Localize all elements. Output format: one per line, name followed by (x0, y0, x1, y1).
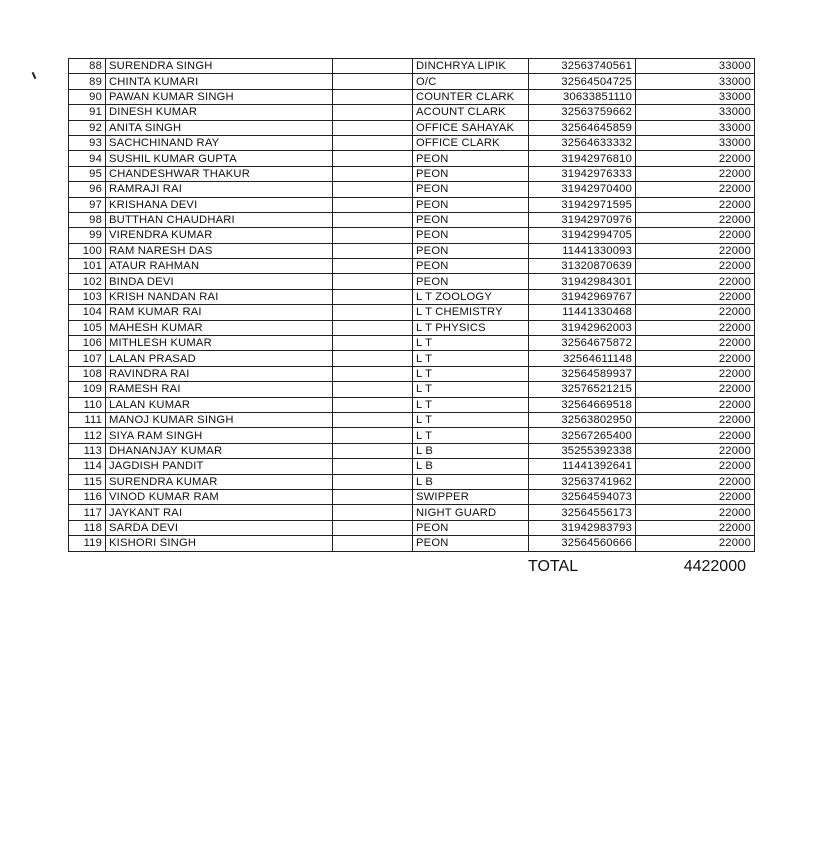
post-cell: PEON (413, 259, 529, 274)
blank-cell (333, 289, 413, 304)
account-number-cell: 31942976333 (529, 166, 636, 181)
salary-cell: 22000 (636, 351, 755, 366)
serial-number-cell: 94 (69, 151, 106, 166)
table-row (69, 428, 755, 443)
salary-table-body (69, 59, 755, 552)
blank-cell (333, 197, 413, 212)
blank-cell (333, 105, 413, 120)
blank-cell (333, 259, 413, 274)
name-cell: RAMESH RAI (106, 382, 333, 397)
salary-cell: 22000 (636, 459, 755, 474)
table-row (69, 366, 755, 381)
blank-cell (333, 520, 413, 535)
salary-cell: 22000 (636, 397, 755, 412)
account-number-cell: 32564589937 (529, 366, 636, 381)
account-number-cell: 32564560666 (529, 536, 636, 551)
account-number-cell: 32564556173 (529, 505, 636, 520)
table-row (69, 305, 755, 320)
blank-cell (333, 212, 413, 227)
post-cell: O/C (413, 74, 529, 89)
name-cell: LALAN KUMAR (106, 397, 333, 412)
salary-table (68, 58, 755, 552)
total-value: 4422000 (683, 558, 746, 575)
serial-number-cell: 97 (69, 197, 106, 212)
table-row (69, 505, 755, 520)
account-number-cell: 32563741962 (529, 474, 636, 489)
table-row (69, 259, 755, 274)
name-cell: DINESH KUMAR (106, 105, 333, 120)
table-row (69, 212, 755, 227)
account-number-cell: 35255392338 (529, 443, 636, 458)
name-cell: RAM KUMAR RAI (106, 305, 333, 320)
table-row (69, 320, 755, 335)
salary-cell: 22000 (636, 489, 755, 504)
table-row (69, 489, 755, 504)
salary-cell: 33000 (636, 135, 755, 150)
total-label: TOTAL (528, 558, 579, 575)
post-cell: L T (413, 397, 529, 412)
serial-number-cell: 113 (69, 443, 106, 458)
post-cell: SWIPPER (413, 489, 529, 504)
table-row (69, 105, 755, 120)
salary-cell: 22000 (636, 520, 755, 535)
account-number-cell: 32576521215 (529, 382, 636, 397)
serial-number-cell: 100 (69, 243, 106, 258)
account-number-cell: 32564594073 (529, 489, 636, 504)
post-cell: OFFICE SAHAYAK (413, 120, 529, 135)
table-row (69, 412, 755, 427)
post-cell: COUNTER CLARK (413, 89, 529, 104)
table-row (69, 135, 755, 150)
post-cell: PEON (413, 536, 529, 551)
table-row (69, 59, 755, 74)
table-row (69, 74, 755, 89)
account-number-cell: 32564645859 (529, 120, 636, 135)
post-cell: L T (413, 351, 529, 366)
salary-cell: 22000 (636, 212, 755, 227)
serial-number-cell: 88 (69, 59, 106, 74)
blank-cell (333, 474, 413, 489)
account-number-cell: 31942971595 (529, 197, 636, 212)
name-cell: SARDA DEVI (106, 520, 333, 535)
salary-cell: 22000 (636, 305, 755, 320)
serial-number-cell: 92 (69, 120, 106, 135)
account-number-cell: 32563740561 (529, 59, 636, 74)
salary-cell: 22000 (636, 320, 755, 335)
serial-number-cell: 105 (69, 320, 106, 335)
table-row (69, 289, 755, 304)
name-cell: JAGDISH PANDIT (106, 459, 333, 474)
serial-number-cell: 101 (69, 259, 106, 274)
name-cell: VINOD KUMAR RAM (106, 489, 333, 504)
blank-cell (333, 74, 413, 89)
blank-cell (333, 397, 413, 412)
post-cell: PEON (413, 243, 529, 258)
serial-number-cell: 109 (69, 382, 106, 397)
table-row (69, 443, 755, 458)
table-row (69, 182, 755, 197)
account-number-cell: 32564611148 (529, 351, 636, 366)
serial-number-cell: 93 (69, 135, 106, 150)
salary-cell: 33000 (636, 74, 755, 89)
salary-cell: 22000 (636, 382, 755, 397)
post-cell: PEON (413, 151, 529, 166)
salary-cell: 22000 (636, 243, 755, 258)
salary-cell: 22000 (636, 289, 755, 304)
account-number-cell: 32564633332 (529, 135, 636, 150)
account-number-cell: 31942976810 (529, 151, 636, 166)
table-row (69, 459, 755, 474)
post-cell: L T ZOOLOGY (413, 289, 529, 304)
blank-cell (333, 135, 413, 150)
table-row (69, 336, 755, 351)
account-number-cell: 30633851110 (529, 89, 636, 104)
blank-cell (333, 243, 413, 258)
post-cell: L T (413, 412, 529, 427)
serial-number-cell: 99 (69, 228, 106, 243)
salary-cell: 22000 (636, 274, 755, 289)
salary-cell: 22000 (636, 505, 755, 520)
post-cell: L T (413, 428, 529, 443)
serial-number-cell: 98 (69, 212, 106, 227)
blank-cell (333, 428, 413, 443)
salary-cell: 22000 (636, 474, 755, 489)
table-row (69, 536, 755, 551)
account-number-cell: 32567265400 (529, 428, 636, 443)
serial-number-cell: 112 (69, 428, 106, 443)
salary-cell: 22000 (636, 366, 755, 381)
name-cell: SURENDRA SINGH (106, 59, 333, 74)
blank-cell (333, 536, 413, 551)
salary-cell: 22000 (636, 536, 755, 551)
name-cell: SACHCHINAND RAY (106, 135, 333, 150)
name-cell: CHINTA KUMARI (106, 74, 333, 89)
name-cell: VIRENDRA KUMAR (106, 228, 333, 243)
blank-cell (333, 489, 413, 504)
account-number-cell: 31320870639 (529, 259, 636, 274)
name-cell: LALAN PRASAD (106, 351, 333, 366)
blank-cell (333, 366, 413, 381)
blank-cell (333, 151, 413, 166)
post-cell: L B (413, 443, 529, 458)
blank-cell (333, 320, 413, 335)
serial-number-cell: 111 (69, 412, 106, 427)
table-row (69, 397, 755, 412)
post-cell: PEON (413, 228, 529, 243)
salary-cell: 22000 (636, 428, 755, 443)
table-row (69, 274, 755, 289)
serial-number-cell: 118 (69, 520, 106, 535)
salary-cell: 22000 (636, 443, 755, 458)
post-cell: L T CHEMISTRY (413, 305, 529, 320)
blank-cell (333, 412, 413, 427)
post-cell: NIGHT GUARD (413, 505, 529, 520)
blank-cell (333, 182, 413, 197)
post-cell: L T (413, 382, 529, 397)
name-cell: DHANANJAY KUMAR (106, 443, 333, 458)
serial-number-cell: 119 (69, 536, 106, 551)
name-cell: JAYKANT RAI (106, 505, 333, 520)
salary-cell: 33000 (636, 89, 755, 104)
account-number-cell: 31942994705 (529, 228, 636, 243)
post-cell: L T PHYSICS (413, 320, 529, 335)
serial-number-cell: 96 (69, 182, 106, 197)
serial-number-cell: 107 (69, 351, 106, 366)
serial-number-cell: 103 (69, 289, 106, 304)
post-cell: PEON (413, 274, 529, 289)
serial-number-cell: 89 (69, 74, 106, 89)
name-cell: KRISHANA DEVI (106, 197, 333, 212)
account-number-cell: 31942970976 (529, 212, 636, 227)
name-cell: SURENDRA KUMAR (106, 474, 333, 489)
post-cell: DINCHRYA LIPIK (413, 59, 529, 74)
account-number-cell: 31942970400 (529, 182, 636, 197)
post-cell: L T (413, 366, 529, 381)
name-cell: SIYA RAM SINGH (106, 428, 333, 443)
serial-number-cell: 116 (69, 489, 106, 504)
table-row (69, 151, 755, 166)
blank-cell (333, 336, 413, 351)
account-number-cell: 31942962003 (529, 320, 636, 335)
salary-cell: 22000 (636, 197, 755, 212)
post-cell: PEON (413, 166, 529, 181)
serial-number-cell: 108 (69, 366, 106, 381)
blank-cell (333, 120, 413, 135)
blank-cell (333, 228, 413, 243)
salary-cell: 22000 (636, 166, 755, 181)
salary-cell: 33000 (636, 120, 755, 135)
name-cell: KISHORI SINGH (106, 536, 333, 551)
table-row (69, 520, 755, 535)
account-number-cell: 32563759662 (529, 105, 636, 120)
salary-cell: 22000 (636, 336, 755, 351)
serial-number-cell: 106 (69, 336, 106, 351)
name-cell: MITHLESH KUMAR (106, 336, 333, 351)
serial-number-cell: 114 (69, 459, 106, 474)
name-cell: RAMRAJI RAI (106, 182, 333, 197)
name-cell: ANITA SINGH (106, 120, 333, 135)
serial-number-cell: 91 (69, 105, 106, 120)
name-cell: RAVINDRA RAI (106, 366, 333, 381)
post-cell: L B (413, 459, 529, 474)
post-cell: OFFICE CLARK (413, 135, 529, 150)
serial-number-cell: 95 (69, 166, 106, 181)
post-cell: L B (413, 474, 529, 489)
table-row (69, 351, 755, 366)
blank-cell (333, 274, 413, 289)
table-row (69, 120, 755, 135)
blank-cell (333, 459, 413, 474)
name-cell: PAWAN KUMAR SINGH (106, 89, 333, 104)
serial-number-cell: 115 (69, 474, 106, 489)
account-number-cell: 32564669518 (529, 397, 636, 412)
table-row (69, 228, 755, 243)
name-cell: SUSHIL KUMAR GUPTA (106, 151, 333, 166)
blank-cell (333, 59, 413, 74)
salary-cell: 22000 (636, 412, 755, 427)
post-cell: ACOUNT CLARK (413, 105, 529, 120)
salary-cell: 33000 (636, 59, 755, 74)
account-number-cell: 31942969767 (529, 289, 636, 304)
table-row (69, 382, 755, 397)
name-cell: KRISH NANDAN RAI (106, 289, 333, 304)
name-cell: ATAUR RAHMAN (106, 259, 333, 274)
blank-cell (333, 166, 413, 181)
table-row (69, 243, 755, 258)
table-row (69, 89, 755, 104)
blank-cell (333, 305, 413, 320)
account-number-cell: 11441392641 (529, 459, 636, 474)
table-row (69, 197, 755, 212)
name-cell: MAHESH KUMAR (106, 320, 333, 335)
blank-cell (333, 351, 413, 366)
post-cell: PEON (413, 520, 529, 535)
salary-cell: 22000 (636, 182, 755, 197)
salary-cell: 22000 (636, 151, 755, 166)
account-number-cell: 31942984301 (529, 274, 636, 289)
post-cell: PEON (413, 197, 529, 212)
name-cell: RAM NARESH DAS (106, 243, 333, 258)
table-row (69, 474, 755, 489)
serial-number-cell: 104 (69, 305, 106, 320)
name-cell: CHANDESHWAR THAKUR (106, 166, 333, 181)
blank-cell (333, 505, 413, 520)
salary-cell: 22000 (636, 228, 755, 243)
serial-number-cell: 110 (69, 397, 106, 412)
table-row (69, 166, 755, 181)
salary-cell: 22000 (636, 259, 755, 274)
name-cell: BINDA DEVI (106, 274, 333, 289)
serial-number-cell: 117 (69, 505, 106, 520)
account-number-cell: 32563802950 (529, 412, 636, 427)
salary-cell: 33000 (636, 105, 755, 120)
blank-cell (333, 382, 413, 397)
blank-cell (333, 89, 413, 104)
blank-cell (333, 443, 413, 458)
post-cell: PEON (413, 182, 529, 197)
post-cell: L T (413, 336, 529, 351)
account-number-cell: 11441330468 (529, 305, 636, 320)
post-cell: PEON (413, 212, 529, 227)
name-cell: MANOJ KUMAR SINGH (106, 412, 333, 427)
account-number-cell: 32564675872 (529, 336, 636, 351)
account-number-cell: 11441330093 (529, 243, 636, 258)
account-number-cell: 32564504725 (529, 74, 636, 89)
account-number-cell: 31942983793 (529, 520, 636, 535)
serial-number-cell: 102 (69, 274, 106, 289)
serial-number-cell: 90 (69, 89, 106, 104)
stray-mark (32, 72, 37, 79)
name-cell: BUTTHAN CHAUDHARI (106, 212, 333, 227)
